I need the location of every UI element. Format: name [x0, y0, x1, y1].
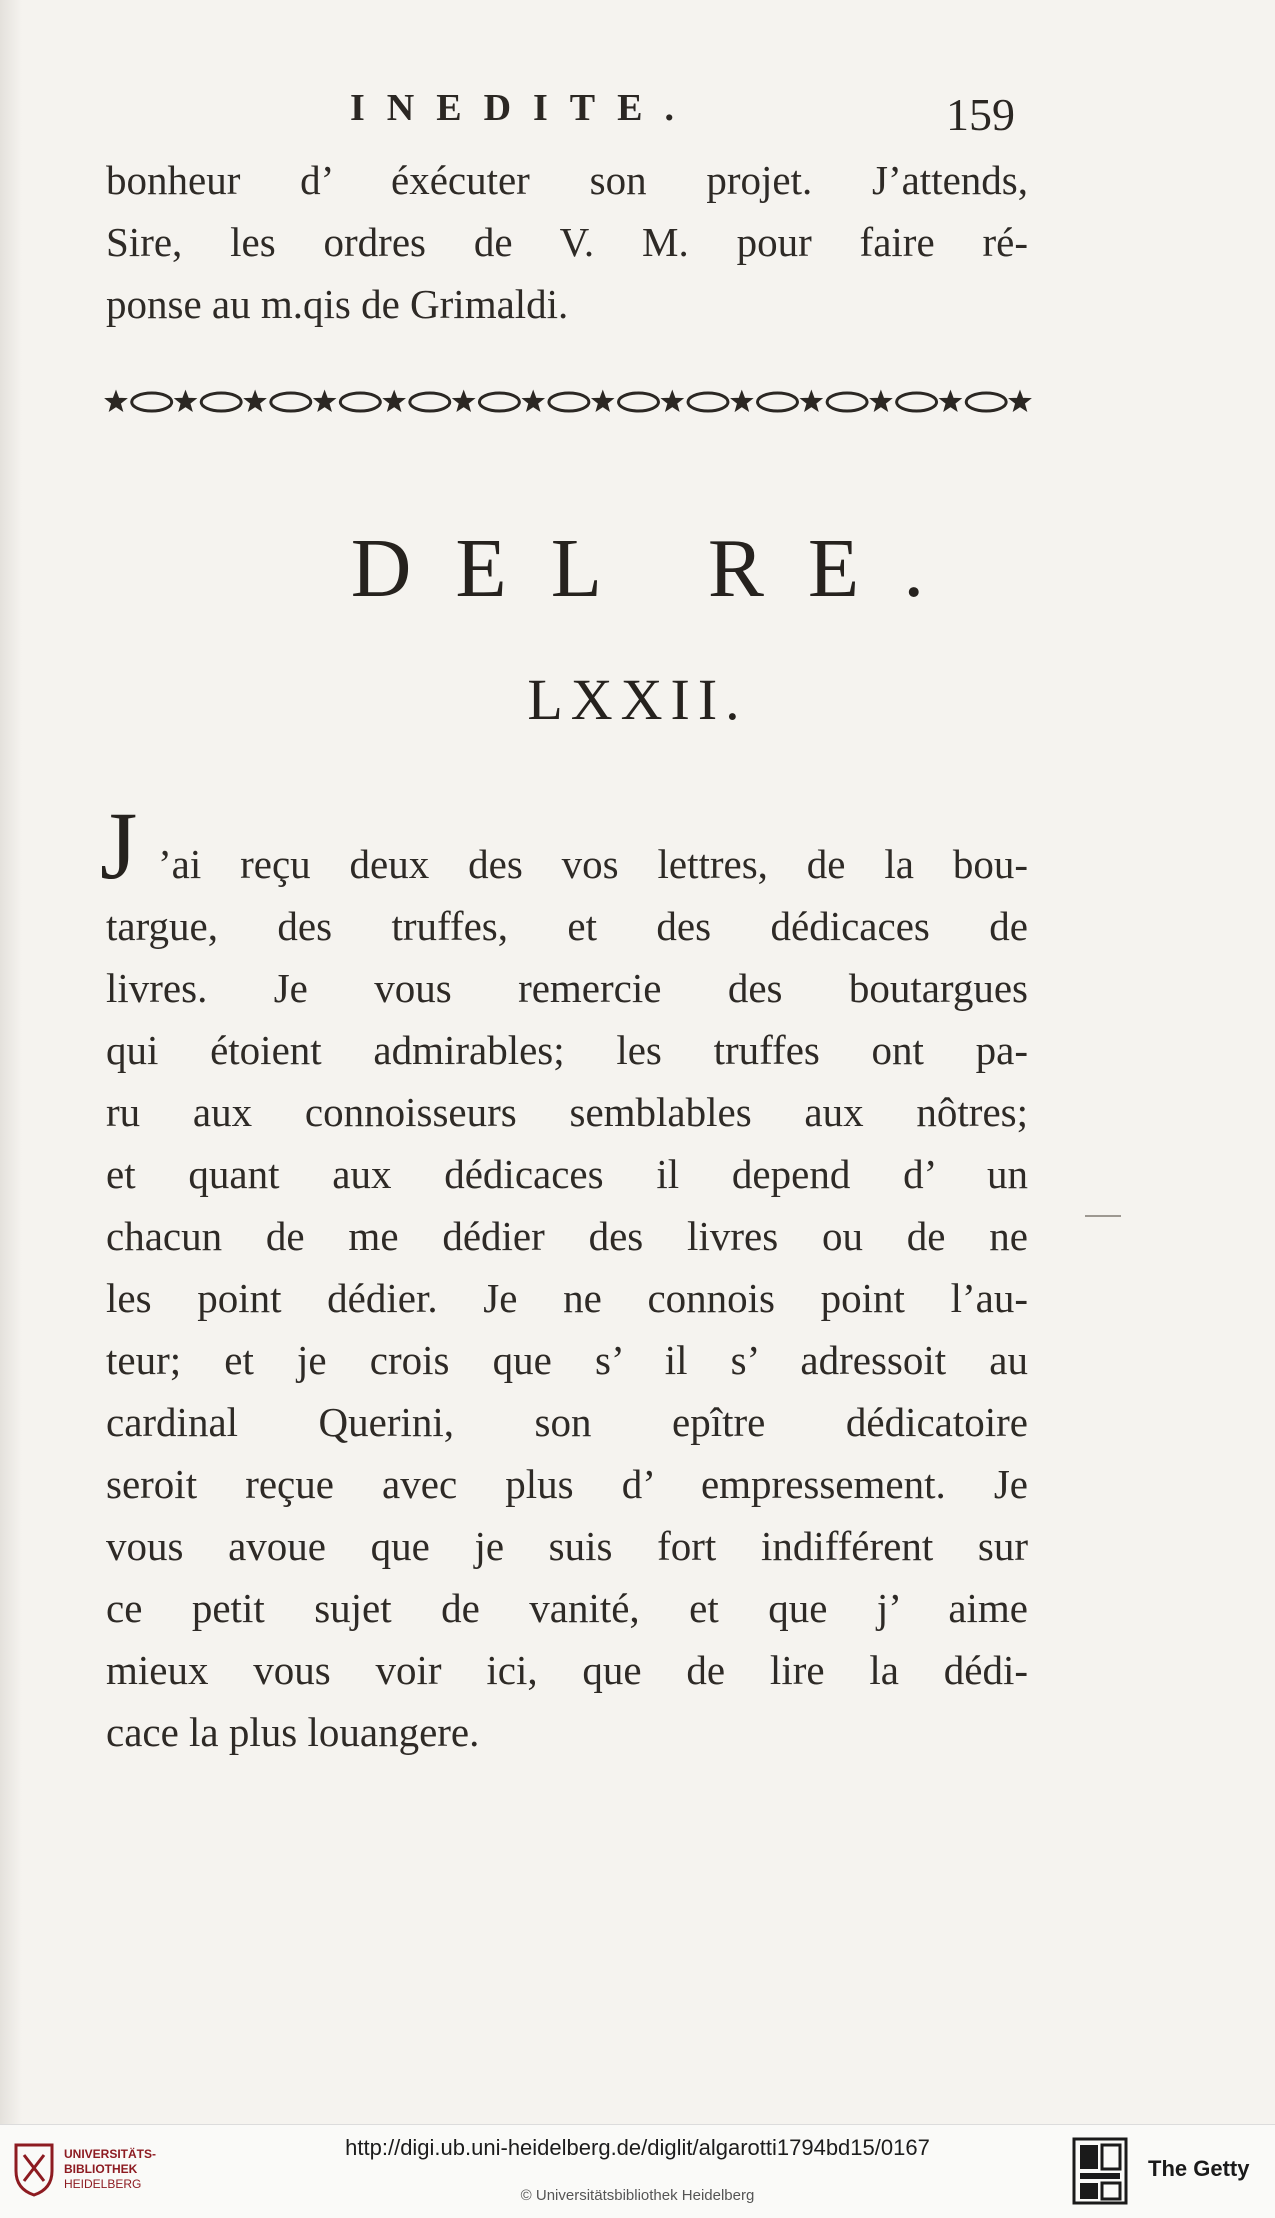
- ornament-star-icon: [592, 391, 613, 411]
- letter-line-1: ’ai reçu deux des vos lettres, de la bou-: [158, 841, 1028, 887]
- ornament-lozenge-icon: [966, 393, 1006, 411]
- library-name-line-2: BIBLIOTHEK: [64, 2162, 138, 2176]
- ornament-lozenge-icon: [688, 393, 728, 411]
- ornament-lozenge-icon: [271, 393, 311, 411]
- ornament-star-icon: [453, 391, 474, 411]
- ornament-star-icon: [106, 391, 127, 411]
- drop-initial: J: [100, 792, 138, 899]
- carryover-line-3: [106, 280, 1028, 328]
- section-title: DEL RE.: [350, 522, 969, 615]
- letter-line-11: seroit reçue avec plus d’ empressement. Je: [106, 1461, 1028, 1507]
- library-name-line-1: UNIVERSITÄTS-: [64, 2147, 157, 2161]
- letter-line-3: livres. Je vous remercie des boutargues: [106, 965, 1028, 1011]
- viewer-footer: [0, 2124, 1275, 2218]
- copyright-notice: © Universitätsbibliothek Heidelberg: [520, 2187, 755, 2204]
- letter-line-5: ru aux connoisseurs semblables aux nôtres;: [106, 1089, 1028, 1135]
- letter-line-6: et quant aux dédicaces il depend d’ un: [106, 1151, 1028, 1197]
- letter-line-13: ce petit sujet de vanité, et que j’ aime: [106, 1585, 1028, 1631]
- carryover-line-1: bonheur d’ éxécuter son projet. J’attends,: [106, 157, 1028, 203]
- ornament-star-icon: [523, 391, 544, 411]
- ornament-lozenge-icon: [619, 393, 659, 411]
- letter-final-text: cace la plus louangere.: [106, 1709, 480, 1755]
- permalink-link[interactable]: http://digi.ub.uni-heidelberg.de/diglit/algarotti1794bd15/0167: [345, 2135, 930, 2160]
- ornament-lozenge-icon: [132, 393, 172, 411]
- letter-number: LXXII.: [527, 667, 748, 732]
- letter-line-2: targue, des truffes, et des dédicaces de: [106, 903, 1028, 949]
- ornament-star-icon: [314, 391, 335, 411]
- ornament-star-icon: [384, 391, 405, 411]
- ornament-rule-icon: [104, 380, 1032, 424]
- library-name-line-3: HEIDELBERG: [64, 2177, 142, 2191]
- getty-name: The Getty: [1148, 2156, 1250, 2181]
- letter-line-4: qui étoient admirables; les truffes ont pa-: [106, 1027, 1028, 1073]
- ornament-lozenge-icon: [340, 393, 380, 411]
- letter-line-12: vous avoue que je suis fort indifférent sur: [106, 1523, 1028, 1569]
- ornament-star-icon: [245, 391, 266, 411]
- carryover-text: ponse au m.qis de Grimaldi.: [106, 281, 569, 327]
- running-head: INEDITE.: [350, 87, 696, 129]
- getty-logo-icon: [1072, 2137, 1128, 2205]
- letter-line-7: chacun de me dédier des livres ou de ne: [106, 1213, 1028, 1259]
- page-number: 159: [946, 89, 1015, 140]
- ornament-star-icon: [1010, 391, 1031, 411]
- letter-line-10: cardinal Querini, son epître dédicatoire: [106, 1399, 1028, 1445]
- margin-pencil-mark: [1085, 1215, 1121, 1217]
- ornament-star-icon: [662, 391, 683, 411]
- ornament-lozenge-icon: [549, 393, 589, 411]
- ornament-lozenge-icon: [897, 393, 937, 411]
- letter-line-9: teur; et je crois que s’ il s’ adressoit au: [106, 1337, 1028, 1383]
- carryover-line-2: Sire, les ordres de V. M. pour faire ré-: [106, 219, 1028, 265]
- letter-line-14: mieux vous voir ici, que de lire la dédi-: [106, 1647, 1028, 1693]
- ornament-lozenge-icon: [479, 393, 519, 411]
- letter-line-15: [106, 1708, 1028, 1756]
- ornament-star-icon: [940, 391, 961, 411]
- ornament-star-icon: [801, 391, 822, 411]
- ornament-lozenge-icon: [758, 393, 798, 411]
- letter-line-8: les point dédier. Je ne connois point l’au-: [106, 1275, 1028, 1321]
- ornament-lozenge-icon: [410, 393, 450, 411]
- ornament-star-icon: [175, 391, 196, 411]
- ornament-star-icon: [871, 391, 892, 411]
- ornament-star-icon: [731, 391, 752, 411]
- ornament-lozenge-icon: [827, 393, 867, 411]
- ornament-lozenge-icon: [201, 393, 241, 411]
- page-gutter-shadow: [0, 0, 22, 2124]
